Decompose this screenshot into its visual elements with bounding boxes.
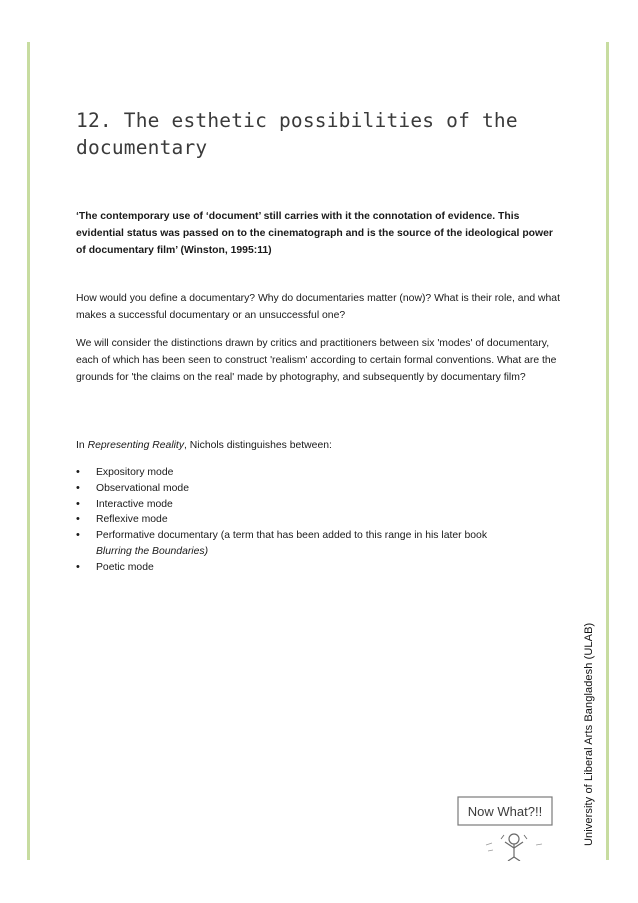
intro-suffix: , Nichols distinguishes between: <box>184 440 332 451</box>
list-item-label: Poetic mode <box>96 561 154 573</box>
list-item-label: Expository mode <box>96 467 174 478</box>
paragraph-modes: We will consider the distinctions drawn by critics and practitioners between six 'modes' of documentary, each of which has been seen to construct 'realism' according to certain formal conventions. What are the grounds for 'the claims on the real' made by photography, and subsequently by documentary film? <box>76 338 557 383</box>
list-item <box>76 512 556 528</box>
opening-quote: ‘The contemporary use of ‘document’ still carries with it the connotation of evidence. This evidential status was passed on to the cinematograph and is the source of the ideological power of documentary film’ (Winston, 1995:11) <box>76 211 553 256</box>
logo-text: Now What?!! <box>467 804 543 819</box>
list-item <box>76 528 556 560</box>
intro-prefix: In <box>76 440 88 451</box>
cartoon-figure-icon <box>501 834 527 861</box>
now-what-logo <box>456 795 554 861</box>
left-margin-rule <box>27 42 30 860</box>
list-item-label: Performative documentary (a term that has been added to this range in his later book <box>96 530 488 542</box>
list-item-label: Reflexive mode <box>96 514 168 526</box>
book-title: Representing Reality <box>87 440 185 451</box>
list-item-label: Interactive mode <box>96 498 173 510</box>
university-side-label: University of Liberal Arts Bangladesh (ULAB) <box>583 622 595 846</box>
later-book-title: Blurring the Boundaries) <box>96 545 209 557</box>
modes-list <box>76 465 556 576</box>
list-item <box>76 560 556 576</box>
section-heading: 12. The esthetic possibilities of the documentary <box>76 109 518 159</box>
list-item <box>76 465 556 481</box>
list-item <box>76 481 556 497</box>
nichols-intro <box>76 437 560 454</box>
right-margin-rule <box>606 42 609 860</box>
paragraph-definition: How would you define a documentary? Why do documentaries matter (now)? What is their role, and what makes a successful documentary or an unsuccessful one? <box>76 293 560 321</box>
list-item <box>76 497 556 513</box>
list-item-label: Observational mode <box>96 482 189 494</box>
